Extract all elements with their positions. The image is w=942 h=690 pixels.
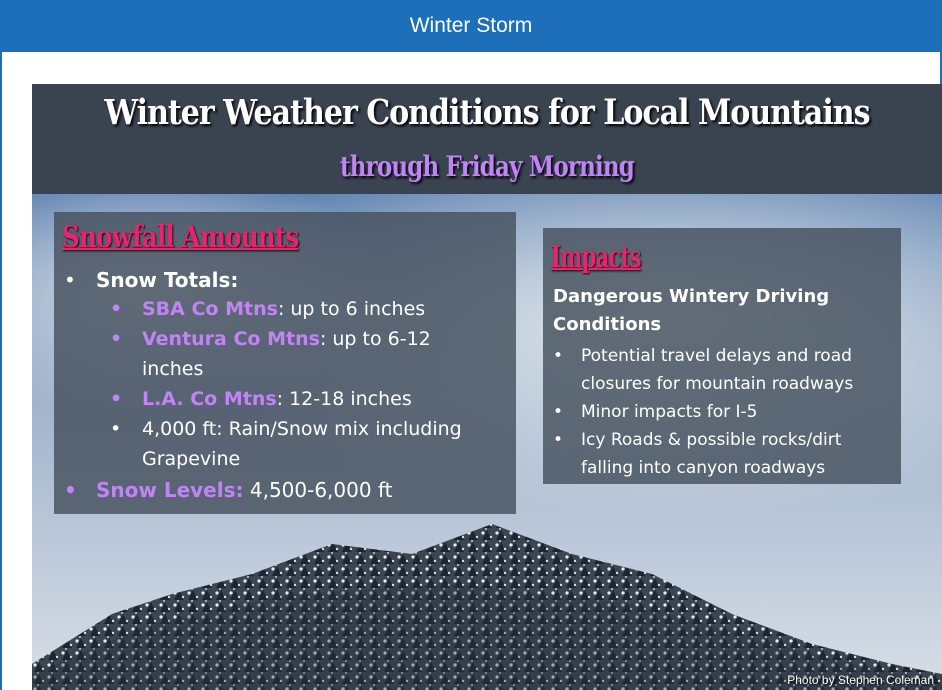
bullet-icon: • — [110, 418, 122, 440]
frame-border-left — [0, 52, 2, 690]
forecast-graphic — [32, 84, 942, 690]
ventura-line — [142, 328, 431, 350]
sba-value: : up to 6 inches — [277, 298, 426, 320]
impact-item: Icy Roads & possible rocks/dirt — [581, 430, 842, 450]
bullet-icon: • — [553, 402, 564, 422]
impacts-subheading-cont: Conditions — [553, 314, 662, 335]
bullet-icon: • — [553, 346, 564, 366]
photo-credit: Photo by Stephen Coleman — [787, 673, 934, 687]
impact-item-cont: closures for mountain roadways — [581, 374, 854, 394]
bullet-icon: • — [110, 298, 123, 320]
snowfall-heading: Snowfall Amounts — [62, 220, 299, 255]
snowfall-panel — [54, 212, 516, 514]
bullet-icon: • — [553, 430, 564, 450]
la-value: : 12-18 inches — [276, 388, 412, 410]
sba-line — [142, 298, 425, 320]
foothills-line-cont: Grapevine — [142, 448, 241, 470]
impact-item-cont: falling into canyon roadways — [581, 458, 826, 478]
impacts-subheading: Dangerous Wintery Driving — [553, 286, 830, 307]
foothills-line: 4,000 ft: Rain/Snow mix including — [142, 418, 462, 440]
top-bar — [0, 0, 942, 52]
ventura-label: Ventura Co Mtns — [142, 328, 320, 350]
sba-label: SBA Co Mtns — [142, 298, 278, 320]
bullet-icon: • — [64, 478, 77, 502]
page-title: Winter Storm — [409, 14, 533, 37]
impacts-panel — [543, 228, 901, 484]
snow-levels-line — [96, 478, 392, 502]
impacts-heading: Impacts — [551, 240, 641, 275]
la-label: L.A. Co Mtns — [142, 388, 277, 410]
slide-header — [32, 84, 942, 194]
snow-levels-label: Snow Levels: — [96, 478, 244, 502]
bullet-icon: • — [110, 388, 123, 410]
slide-subtitle: through Friday Morning — [339, 150, 635, 183]
bullet-icon: • — [110, 328, 123, 350]
bullet-icon: • — [64, 268, 76, 292]
la-line — [142, 388, 412, 410]
snow-totals-label: Snow Totals: — [96, 268, 239, 292]
ventura-value: : up to 6-12 — [319, 328, 431, 350]
impact-item: Potential travel delays and road — [581, 346, 852, 366]
snow-levels-value: 4,500-6,000 ft — [243, 478, 393, 502]
slide-title: Winter Weather Conditions for Local Mountains — [104, 92, 870, 133]
impact-item: Minor impacts for I-5 — [581, 402, 758, 422]
ventura-value-cont: inches — [142, 358, 204, 380]
